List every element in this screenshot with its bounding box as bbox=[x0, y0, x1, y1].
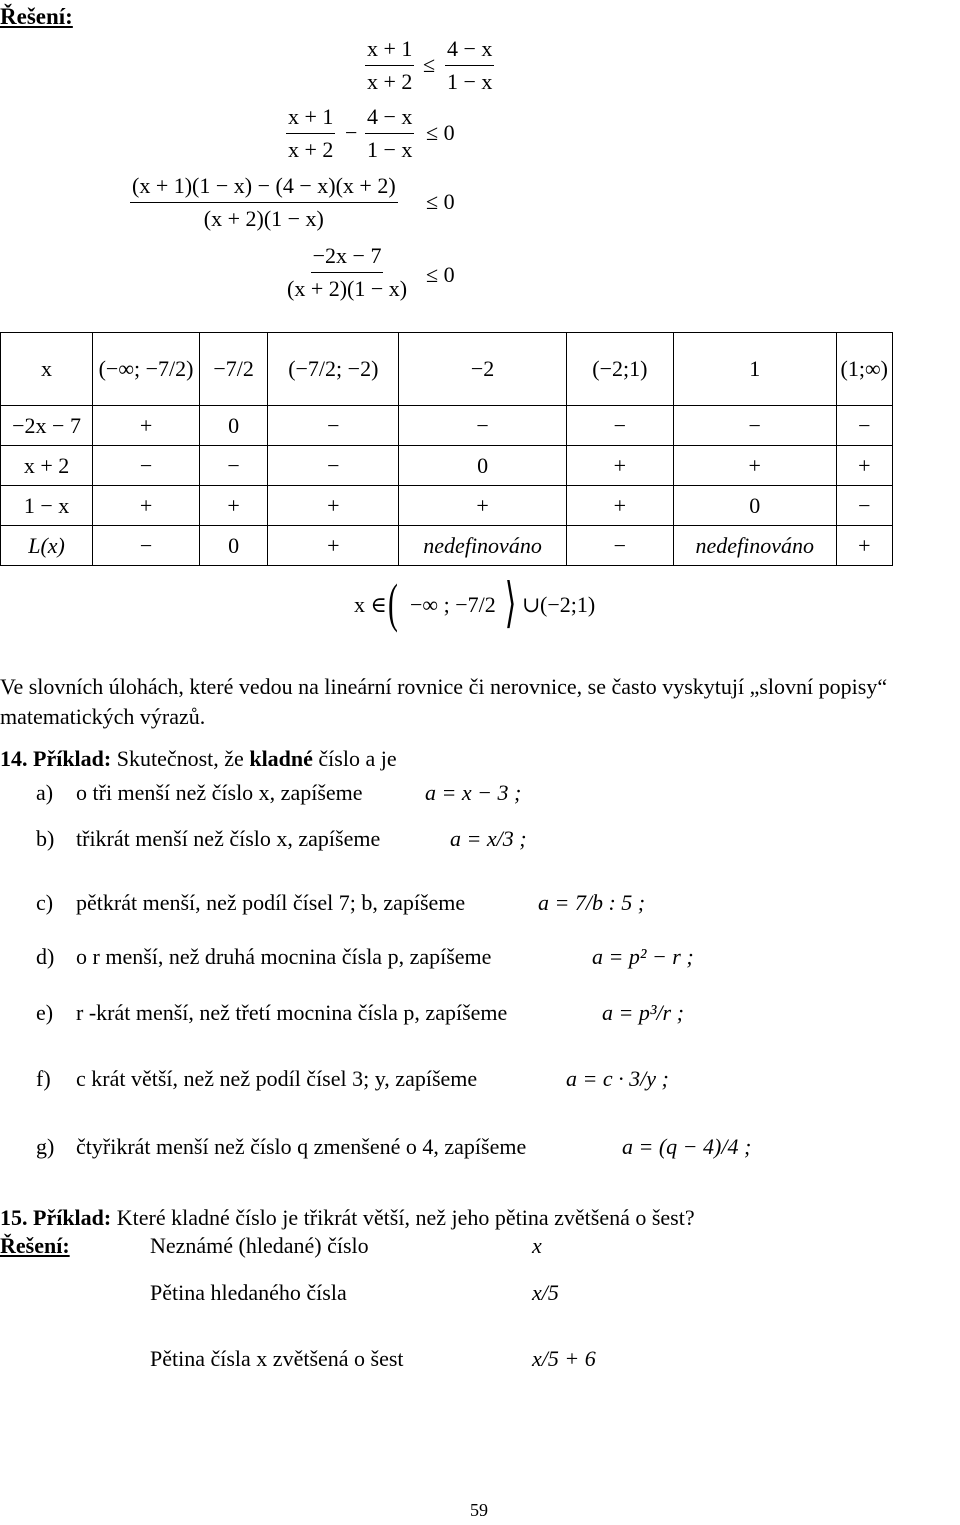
example15-row-expr-2: x/5 bbox=[532, 1280, 559, 1305]
item-text-d: o r menší, než druhá mocnina čísla p, zapíšeme bbox=[76, 944, 492, 969]
item-letter-d: d) bbox=[36, 944, 55, 969]
example15-row-expr-3: x/5 + 6 bbox=[532, 1346, 596, 1371]
sign-cell: + bbox=[399, 486, 566, 526]
table-row bbox=[1, 486, 893, 526]
sign-cell: − bbox=[566, 406, 673, 446]
sign-cell: + bbox=[268, 526, 399, 566]
example14-number: 14. bbox=[0, 746, 28, 771]
line1-rhs-fraction: $\frac{4 - x}{1 - x}$ bbox=[447, 36, 493, 94]
sign-cell: + bbox=[673, 446, 836, 486]
sign-cell: + bbox=[836, 526, 892, 566]
header-interval-2: (−7/2; −2) bbox=[268, 333, 399, 406]
line2-relation: ≤ 0 bbox=[426, 120, 455, 145]
header-point-2: −2 bbox=[399, 333, 566, 406]
header-interval-1: (−∞; −7/2) bbox=[93, 333, 200, 406]
sign-cell: − bbox=[93, 446, 200, 486]
sign-cell: − bbox=[399, 406, 566, 446]
sign-cell: 0 bbox=[200, 406, 268, 446]
item-letter-f: f) bbox=[36, 1066, 51, 1091]
item-letter-c: c) bbox=[36, 890, 54, 915]
solution-heading: Řešení: bbox=[0, 4, 73, 29]
item-formula-g: a = (q − 4)/4 ; bbox=[622, 1134, 752, 1159]
item-text-e: r -krát menší, než třetí mocnina čísla p, zapíšeme bbox=[76, 1000, 508, 1025]
row-label: x + 2 bbox=[1, 446, 93, 486]
row-label: L(x) bbox=[1, 526, 93, 566]
example14-bold-word: kladné bbox=[249, 746, 313, 771]
sign-cell: − bbox=[93, 526, 200, 566]
sign-cell: nedefinováno bbox=[399, 526, 566, 566]
item-formula-f: a = c · 3/y ; bbox=[566, 1066, 669, 1091]
example15-header bbox=[0, 1205, 695, 1231]
item-formula-d: a = p² − r ; bbox=[592, 944, 694, 969]
sign-cell: 0 bbox=[673, 486, 836, 526]
example14-header bbox=[0, 746, 397, 772]
sign-cell: 0 bbox=[399, 446, 566, 486]
item-formula-a: a = x − 3 ; bbox=[425, 780, 522, 805]
item-letter-b: b) bbox=[36, 826, 55, 851]
header-interval-4: (1;∞) bbox=[836, 333, 892, 406]
sign-cell: − bbox=[836, 406, 892, 446]
item-letter-e: e) bbox=[36, 1000, 54, 1025]
example15-number: 15. bbox=[0, 1205, 28, 1230]
sign-cell: 0 bbox=[200, 526, 268, 566]
line2-a-fraction: $\frac{x + 1}{x + 2}$ bbox=[288, 104, 334, 162]
table-row bbox=[1, 526, 893, 566]
line2-minus: − bbox=[345, 120, 358, 145]
header-x: x bbox=[1, 333, 93, 406]
line2-b-fraction: $\frac{4 - x}{1 - x}$ bbox=[367, 104, 413, 162]
item-text-c: pětkrát menší, než podíl čísel 7; b, zapíšeme bbox=[76, 890, 466, 915]
sign-cell: − bbox=[268, 406, 399, 446]
line4-fraction: $\frac{-2x - 7}{(x + 2)(1 - x)}$ bbox=[287, 243, 408, 301]
item-letter-a: a) bbox=[36, 780, 54, 805]
sign-cell: + bbox=[566, 446, 673, 486]
line4-relation: ≤ 0 bbox=[426, 262, 455, 287]
sign-cell: + bbox=[93, 486, 200, 526]
result-union: ∪ bbox=[522, 592, 541, 617]
example15-label: Příklad: bbox=[33, 1205, 112, 1230]
header-interval-3: (−2;1) bbox=[566, 333, 673, 406]
sign-cell: + bbox=[93, 406, 200, 446]
row-label: −2x − 7 bbox=[1, 406, 93, 446]
item-formula-c: a = 7/b : 5 ; bbox=[538, 890, 646, 915]
result-interval-1: −∞ ; −7/2 bbox=[410, 592, 496, 617]
sign-cell: − bbox=[673, 406, 836, 446]
sign-cell: + bbox=[836, 446, 892, 486]
sign-cell: − bbox=[836, 486, 892, 526]
item-formula-b: a = x/3 ; bbox=[450, 826, 527, 851]
example14-label: Příklad: bbox=[33, 746, 112, 771]
line1-operator: ≤ bbox=[423, 52, 436, 77]
sign-cell: + bbox=[200, 486, 268, 526]
sign-cell: − bbox=[200, 446, 268, 486]
line3-fraction: $\frac{(x + 1)(1 - x) - (4 - x)(x + 2)}{(x + 2)(1 - x)}$ bbox=[132, 173, 396, 231]
item-text-g: čtyřikrát menší než číslo q zmenšené o 4, zapíšeme bbox=[76, 1134, 527, 1159]
sign-cell: − bbox=[268, 446, 399, 486]
line3-relation: ≤ 0 bbox=[426, 189, 455, 214]
table-row bbox=[1, 446, 893, 486]
item-formula-e: a = p³/r ; bbox=[602, 1000, 684, 1025]
header-point-3: 1 bbox=[673, 333, 836, 406]
intro-paragraph: Ve slovních úlohách, které vedou na lineární rovnice či nerovnice, se často vyskytují „slovní popisy“ matematických výrazů. bbox=[0, 674, 888, 729]
page-number: 59 bbox=[470, 1500, 488, 1520]
sign-table bbox=[0, 332, 893, 566]
example15-row-text-3: Pětina čísla x zvětšená o šest bbox=[150, 1346, 404, 1371]
sign-cell: − bbox=[566, 526, 673, 566]
item-text-f: c krát větší, než než podíl čísel 3; y, zapíšeme bbox=[76, 1066, 478, 1091]
line1-lhs-fraction: $\frac{x + 1}{x + 2}$ bbox=[367, 36, 413, 94]
example15-row-expr-1: x bbox=[532, 1233, 542, 1258]
header-point-1: −7/2 bbox=[200, 333, 268, 406]
sign-cell: + bbox=[566, 486, 673, 526]
example14-text-before: Skutečnost, že bbox=[116, 746, 244, 771]
sign-cell: nedefinováno bbox=[673, 526, 836, 566]
row-label: 1 − x bbox=[1, 486, 93, 526]
item-letter-g: g) bbox=[36, 1134, 55, 1159]
example15-row-text-2: Pětina hledaného čísla bbox=[150, 1280, 347, 1305]
example15-solution-label: Řešení: bbox=[0, 1233, 70, 1258]
item-text-a: o tři menší než číslo x, zapíšeme bbox=[76, 780, 363, 805]
example15-row-text-1: Neznámé (hledané) číslo bbox=[150, 1233, 369, 1258]
result-prefix: x ∈ bbox=[354, 592, 387, 617]
result-interval-2: (−2;1) bbox=[540, 592, 596, 617]
sign-cell: + bbox=[268, 486, 399, 526]
result-left-bracket: ( bbox=[388, 573, 398, 633]
sign-table-header bbox=[1, 333, 893, 406]
example15-question: Které kladné číslo je třikrát větší, než jeho pětina zvětšená o šest? bbox=[116, 1205, 695, 1230]
example14-text-after: číslo a je bbox=[318, 746, 397, 771]
result-right-bracket: ⟩ bbox=[504, 573, 517, 633]
item-text-b: třikrát menší než číslo x, zapíšeme bbox=[76, 826, 381, 851]
table-row bbox=[1, 406, 893, 446]
